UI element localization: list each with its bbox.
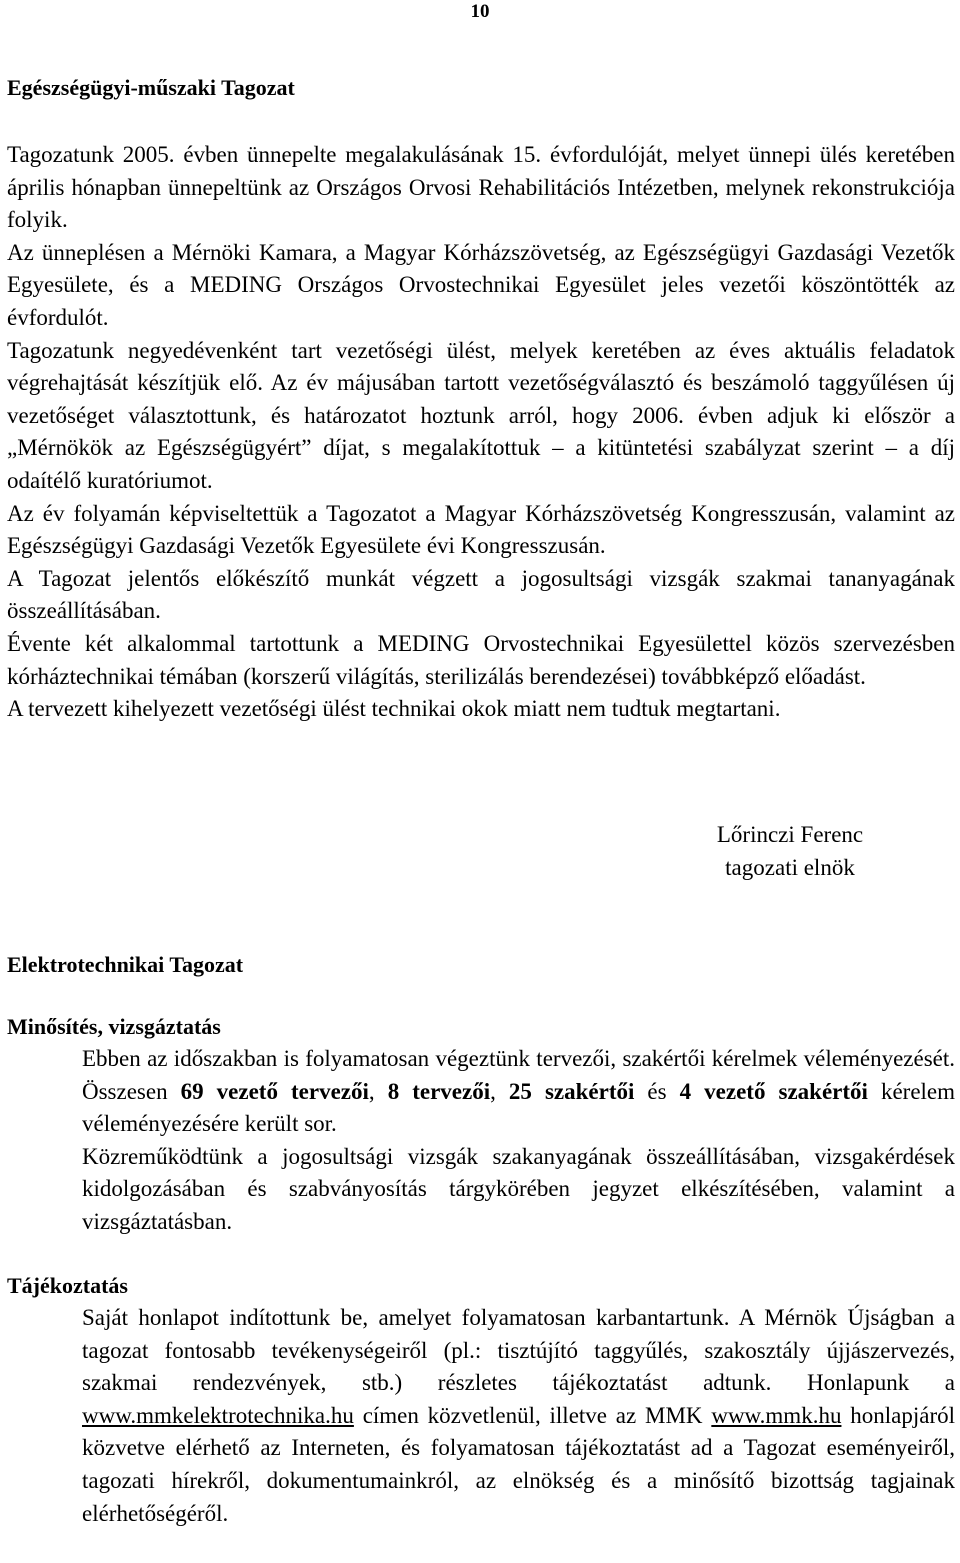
website-link-mmkelektrotechnika[interactable]: www.mmkelektrotechnika.hu (82, 1402, 354, 1428)
page-number: 10 (470, 1, 490, 22)
signature-block (690, 818, 890, 884)
signature-name: Lőrinczi Ferenc (716, 822, 864, 847)
bold-count: 25 szakértői (508, 1078, 635, 1104)
website-link-mmk[interactable]: www.mmk.hu (711, 1402, 842, 1428)
section-title-elektrotechnikai: Elektrotechnikai Tagozat (7, 952, 244, 977)
signature-role: tagozati elnök (725, 855, 855, 880)
text-run: , (368, 1078, 388, 1104)
paragraph: A tervezett kihelyezett vezetőségi ülést technikai okok miatt nem tudtuk megtartani. (7, 696, 781, 722)
text-run: honlapjáról közvetve elérhető az Interneten, és folyamatosan tájékoztatást ad a Tagozat eseményeiről, tagozati hírekről, dokumentumainkról, az elnökség és a minősítő bizottság tagjainak elérhetőségéről. (82, 1402, 955, 1526)
text-run: Ebben az időszakban is folyamatosan végeztünk tervezői, szakértői kérelmek véleményezését. Összesen (82, 1046, 955, 1104)
bold-count: 4 vezető szakértői (679, 1078, 868, 1104)
paragraph: Évente két alkalommal tartottunk a MEDING Orvostechnikai Egyesülettel közös szervezésben kórháztechnikai témában (korszerű világítás, sterilizálás berendezései) továbbképző előadást. (7, 630, 955, 689)
paragraph: Az év folyamán képviseltettük a Tagozatot a Magyar Kórházszövetség Kongresszusán, valamint az Egészségügyi Gazdasági Vezetők Egyesülete évi Kongresszusán. (7, 500, 955, 559)
paragraph (82, 1043, 955, 1141)
section-title-egeszsegugyi: Egészségügyi-műszaki Tagozat (7, 75, 295, 100)
section-egeszsegugyi-body (7, 139, 955, 726)
text-run: , (490, 1078, 509, 1104)
paragraph: A Tagozat jelentős előkészítő munkát végzett a jogosultsági vizsgák szakmai tananyagának összeállításában. (7, 565, 955, 624)
paragraph: Tagozatunk negyedévenként tart vezetőségi ülést, melyek keretében az éves aktuális feladatok végrehajtását készítjük elő. Az év májusában tartott vezetőségválasztó és beszámoló taggyűlésen új vezetőséget választottunk, és határozatot hoztunk arról, hogy 2006. évben adjuk ki először a „Mérnökök az Egészségügyért” díjat, s megalakítottuk – a kitüntetési szabályzat szerint – a díj odaítélő kuratóriumot. (7, 337, 955, 493)
subsection-minosites-body (82, 1043, 955, 1239)
text-run: és (634, 1078, 680, 1104)
bold-count: 69 vezető tervezői (180, 1078, 369, 1104)
text-run: Saját honlapot indítottunk be, amelyet folyamatosan karbantartunk. A Mérnök Újságban a tagozat fontosabb tevékenységeiről (pl.: tisztújító taggyűlés, szakosztály újjászervezés, szakmai rendezvények, stb.) részletes tájékoztatást adtunk. Honlapunk a (82, 1305, 955, 1396)
text-run: címen közvetlenül, illetve az MMK (353, 1402, 712, 1428)
bold-count: 8 tervezői (387, 1078, 491, 1104)
paragraph: Az ünneplésen a Mérnöki Kamara, a Magyar Kórházszövetség, az Egészségügyi Gazdasági Vezetők Egyesülete, és a MEDING Országos Orvostechnikai Egyesület jeles vezetői köszöntötték az évfordulót. (7, 239, 955, 330)
subsection-title-tajekoztatas: Tájékoztatás (7, 1273, 128, 1298)
subsection-title-minosites: Minősítés, vizsgáztatás (7, 1014, 221, 1039)
paragraph (82, 1302, 955, 1530)
paragraph: Tagozatunk 2005. évben ünnepelte megalakulásának 15. évfordulóját, melyet ünnepi ülés keretében április hónapban ünnepeltünk az Országos Orvosi Rehabilitációs Intézetben, melynek rekonstrukciója folyik. (7, 142, 955, 233)
text-run: kérelem véleményezésére került sor. (82, 1078, 956, 1137)
paragraph: Közreműködtünk a jogosultsági vizsgák szakanyagának összeállításában, vizsgakérdések kidolgozásában és szabványosítás tárgykörében jegyzet elkészítésében, valamint a vizsgáztatásban. (82, 1143, 955, 1234)
subsection-tajekoztatas-body (82, 1302, 955, 1530)
